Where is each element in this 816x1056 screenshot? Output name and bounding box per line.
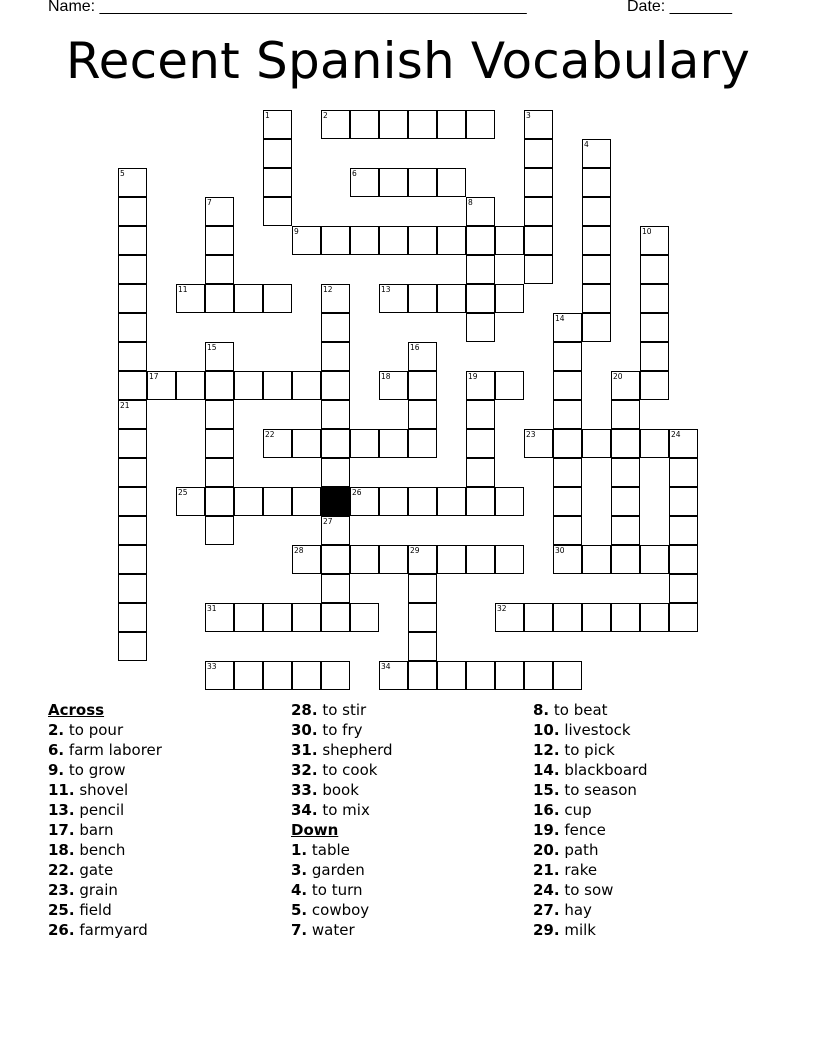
date-line: _______ (669, 0, 732, 15)
grid-cell (437, 487, 466, 516)
clue-item-number: 13. (48, 801, 75, 819)
clue-item-number: 2. (48, 721, 65, 739)
grid-cell (437, 168, 466, 197)
grid-cell (408, 429, 437, 458)
clue-item (533, 900, 647, 920)
clue-number: 30 (555, 546, 565, 555)
clue-item (291, 800, 393, 820)
grid-cell (437, 284, 466, 313)
clue-item-number: 3. (291, 861, 308, 879)
clues-column-2 (291, 700, 393, 940)
grid-cell (408, 226, 437, 255)
grid-cell (263, 197, 292, 226)
clue-item (533, 820, 647, 840)
grid-cell (437, 226, 466, 255)
grid-cell (524, 139, 553, 168)
clue-item-number: 18. (48, 841, 75, 859)
grid-cell (321, 574, 350, 603)
clue-item-number: 31. (291, 741, 318, 759)
grid-cell (466, 429, 495, 458)
grid-cell (582, 197, 611, 226)
grid-cell (553, 458, 582, 487)
clue-item-text: book (317, 781, 359, 799)
clue-item-number: 29. (533, 921, 560, 939)
clue-item-number: 30. (291, 721, 318, 739)
grid-cell (321, 545, 350, 574)
clue-item-text: livestock (559, 721, 631, 739)
grid-cell (495, 487, 524, 516)
clue-item-number: 16. (533, 801, 560, 819)
grid-cell (263, 371, 292, 400)
clue-number: 3 (526, 111, 531, 120)
clue-item-text: shovel (74, 781, 129, 799)
clue-number: 13 (381, 285, 391, 294)
clue-item-text: to mix (317, 801, 370, 819)
grid-cell (582, 313, 611, 342)
clue-number: 34 (381, 662, 391, 671)
grid-cell (640, 342, 669, 371)
clue-item (291, 720, 393, 740)
clue-item-text: cowboy (307, 901, 370, 919)
grid-cell (263, 168, 292, 197)
clue-item (533, 700, 647, 720)
grid-cell (263, 139, 292, 168)
clue-item (533, 760, 647, 780)
grid-cell (640, 284, 669, 313)
grid-cell (466, 545, 495, 574)
grid-cell (321, 400, 350, 429)
clue-number: 9 (294, 227, 299, 236)
clue-number: 25 (178, 488, 188, 497)
grid-cell (437, 110, 466, 139)
grid-cell (408, 661, 437, 690)
clue-item (291, 780, 393, 800)
clue-item-number: 24. (533, 881, 560, 899)
clue-item (533, 860, 647, 880)
clue-item (533, 740, 647, 760)
clue-item (533, 720, 647, 740)
grid-cell (495, 661, 524, 690)
grid-cell (350, 110, 379, 139)
grid-cell (292, 371, 321, 400)
grid-cell (553, 371, 582, 400)
grid-cell (205, 516, 234, 545)
grid-cell (669, 458, 698, 487)
grid-cell (582, 545, 611, 574)
clue-number: 31 (207, 604, 217, 613)
grid-cell (408, 371, 437, 400)
clue-item-text: gate (74, 861, 114, 879)
clue-item-number: 25. (48, 901, 75, 919)
grid-cell (321, 603, 350, 632)
clue-item (533, 780, 647, 800)
clue-number: 20 (613, 372, 623, 381)
clue-item-number: 10. (533, 721, 560, 739)
grid-cell (611, 545, 640, 574)
clue-item-text: to fry (317, 721, 363, 739)
grid-cell (118, 429, 147, 458)
grid-cell (205, 255, 234, 284)
clue-item-text: to turn (307, 881, 363, 899)
clue-item-number: 32. (291, 761, 318, 779)
clue-item-text: fence (559, 821, 606, 839)
grid-cell (437, 661, 466, 690)
clue-item-text: path (559, 841, 599, 859)
grid-cell (234, 661, 263, 690)
clue-item-text: to cook (317, 761, 378, 779)
clue-item-text: milk (559, 921, 596, 939)
clue-item-number: 6. (48, 741, 65, 759)
clue-item-number: 22. (48, 861, 75, 879)
grid-cell (321, 661, 350, 690)
grid-cell (205, 284, 234, 313)
clue-number: 6 (352, 169, 357, 178)
clue-item-number: 14. (533, 761, 560, 779)
grid-cell (553, 429, 582, 458)
clue-item-text: to pour (64, 721, 124, 739)
grid-cell (234, 603, 263, 632)
grid-cell (234, 371, 263, 400)
grid-cell-black (321, 488, 350, 517)
grid-cell (669, 487, 698, 516)
grid-cell (495, 226, 524, 255)
grid-cell (466, 661, 495, 690)
page-title: Recent Spanish Vocabulary (65, 32, 751, 90)
clue-item-number: 33. (291, 781, 318, 799)
grid-cell (379, 110, 408, 139)
clue-item-number: 28. (291, 701, 318, 719)
grid-cell (553, 487, 582, 516)
grid-cell (437, 545, 466, 574)
grid-cell (205, 226, 234, 255)
clue-number: 4 (584, 140, 589, 149)
grid-cell (321, 371, 350, 400)
grid-cell (466, 255, 495, 284)
grid-cell (553, 661, 582, 690)
clue-item-text: to grow (64, 761, 126, 779)
grid-cell (408, 574, 437, 603)
clue-item (533, 920, 647, 940)
grid-cell (524, 168, 553, 197)
clue-number: 15 (207, 343, 217, 352)
grid-cell (379, 545, 408, 574)
clue-item-text: pencil (74, 801, 125, 819)
clue-number: 16 (410, 343, 420, 352)
clue-item (48, 840, 162, 860)
clue-item-number: 8. (533, 701, 550, 719)
grid-cell (321, 458, 350, 487)
clue-item-text: to season (559, 781, 637, 799)
clue-item (48, 900, 162, 920)
clue-number: 2 (323, 111, 328, 120)
grid-cell (408, 400, 437, 429)
clue-item-text: shepherd (317, 741, 393, 759)
clue-item-number: 11. (48, 781, 75, 799)
clue-number: 32 (497, 604, 507, 613)
grid-cell (321, 226, 350, 255)
grid-cell (640, 429, 669, 458)
grid-cell (350, 226, 379, 255)
clue-item (291, 920, 393, 940)
clue-number: 12 (323, 285, 333, 294)
clue-item (533, 840, 647, 860)
grid-cell (640, 545, 669, 574)
grid-cell (176, 371, 205, 400)
clue-item (48, 920, 162, 940)
grid-cell (669, 603, 698, 632)
grid-cell (466, 226, 495, 255)
grid-cell (408, 284, 437, 313)
clue-number: 5 (120, 169, 125, 178)
clues-column-3 (533, 700, 647, 940)
section-heading: Down (291, 821, 339, 839)
grid-cell (553, 516, 582, 545)
clue-item-text: grain (74, 881, 118, 899)
clue-item (48, 760, 162, 780)
clue-item-number: 17. (48, 821, 75, 839)
clue-item-number: 1. (291, 841, 308, 859)
grid-cell (611, 603, 640, 632)
clue-item-text: to beat (549, 701, 608, 719)
clue-item (533, 800, 647, 820)
clue-item-text: bench (74, 841, 126, 859)
clue-item-text: garden (307, 861, 365, 879)
clue-item (48, 780, 162, 800)
grid-cell (379, 168, 408, 197)
grid-cell (118, 342, 147, 371)
clue-item (291, 880, 393, 900)
grid-cell (582, 603, 611, 632)
grid-cell (611, 458, 640, 487)
grid-cell (263, 661, 292, 690)
name-label: Name: (48, 0, 96, 15)
clue-number: 28 (294, 546, 304, 555)
grid-cell (321, 429, 350, 458)
clue-item (48, 800, 162, 820)
clue-item-text: to pick (559, 741, 615, 759)
grid-cell (292, 429, 321, 458)
clue-item-number: 9. (48, 761, 65, 779)
clue-number: 29 (410, 546, 420, 555)
grid-cell (466, 110, 495, 139)
clue-number: 27 (323, 517, 333, 526)
clue-item (48, 880, 162, 900)
clue-item (291, 840, 393, 860)
grid-cell (118, 197, 147, 226)
clue-item-number: 19. (533, 821, 560, 839)
clue-item (533, 880, 647, 900)
grid-cell (205, 400, 234, 429)
grid-cell (553, 400, 582, 429)
grid-cell (524, 255, 553, 284)
clue-item-text: farmyard (74, 921, 148, 939)
clue-number: 19 (468, 372, 478, 381)
grid-cell (640, 371, 669, 400)
grid-cell (495, 284, 524, 313)
clue-item-text: to stir (317, 701, 367, 719)
grid-cell (118, 603, 147, 632)
clue-item (48, 740, 162, 760)
clue-item-number: 4. (291, 881, 308, 899)
clue-item-text: to sow (559, 881, 614, 899)
grid-cell (350, 429, 379, 458)
section-heading: Across (48, 701, 105, 719)
clue-item (48, 720, 162, 740)
clue-item-number: 7. (291, 921, 308, 939)
grid-cell (118, 516, 147, 545)
clue-item (291, 900, 393, 920)
grid-cell (350, 603, 379, 632)
grid-cell (234, 487, 263, 516)
clue-number: 18 (381, 372, 391, 381)
clue-number: 14 (555, 314, 565, 323)
clue-item-text: hay (559, 901, 592, 919)
clue-item-text: barn (74, 821, 114, 839)
clue-number: 21 (120, 401, 130, 410)
grid-cell (669, 574, 698, 603)
grid-cell (669, 516, 698, 545)
clue-number: 33 (207, 662, 217, 671)
clue-item-number: 20. (533, 841, 560, 859)
grid-cell (524, 197, 553, 226)
grid-cell (611, 516, 640, 545)
clue-number: 24 (671, 430, 681, 439)
clue-item-number: 26. (48, 921, 75, 939)
grid-cell (205, 458, 234, 487)
clue-item-text: water (307, 921, 355, 939)
grid-cell (582, 255, 611, 284)
grid-cell (118, 255, 147, 284)
grid-cell (611, 400, 640, 429)
grid-cell (669, 545, 698, 574)
grid-cell (321, 342, 350, 371)
grid-cell (205, 371, 234, 400)
grid-cell (582, 168, 611, 197)
grid-cell (408, 632, 437, 661)
grid-cell (118, 371, 147, 400)
grid-cell (524, 226, 553, 255)
grid-cell (524, 603, 553, 632)
clue-item (291, 760, 393, 780)
clue-number: 17 (149, 372, 159, 381)
grid-cell (582, 429, 611, 458)
grid-cell (466, 313, 495, 342)
clue-item-text: farm laborer (64, 741, 162, 759)
clue-item-text: table (307, 841, 350, 859)
grid-cell (118, 545, 147, 574)
clue-item (291, 700, 393, 720)
clue-number: 8 (468, 198, 473, 207)
clue-item-text: blackboard (559, 761, 648, 779)
clue-number: 11 (178, 285, 188, 294)
grid-cell (582, 226, 611, 255)
clue-number: 10 (642, 227, 652, 236)
grid-cell (263, 487, 292, 516)
clue-item-number: 21. (533, 861, 560, 879)
grid-cell (466, 400, 495, 429)
grid-cell (640, 603, 669, 632)
grid-cell (379, 226, 408, 255)
grid-cell (640, 313, 669, 342)
grid-cell (292, 661, 321, 690)
grid-cell (205, 487, 234, 516)
clue-number: 23 (526, 430, 536, 439)
grid-cell (118, 284, 147, 313)
grid-cell (611, 429, 640, 458)
grid-cell (118, 574, 147, 603)
grid-cell (408, 168, 437, 197)
grid-cell (582, 284, 611, 313)
grid-cell (640, 255, 669, 284)
grid-cell (466, 487, 495, 516)
clue-item (48, 860, 162, 880)
clue-number: 7 (207, 198, 212, 207)
name-line: ________________________________________________ (99, 0, 527, 15)
clue-item-number: 15. (533, 781, 560, 799)
grid-cell (524, 661, 553, 690)
clue-item-number: 27. (533, 901, 560, 919)
grid-cell (234, 284, 263, 313)
grid-cell (495, 371, 524, 400)
clues-column-1 (48, 700, 162, 940)
grid-cell (118, 458, 147, 487)
grid-cell (350, 545, 379, 574)
clue-item-number: 34. (291, 801, 318, 819)
grid-cell (321, 313, 350, 342)
name-field (48, 0, 527, 16)
grid-cell (118, 632, 147, 661)
clue-item-text: field (74, 901, 112, 919)
grid-cell (408, 487, 437, 516)
clue-number: 22 (265, 430, 275, 439)
grid-cell (263, 284, 292, 313)
grid-cell (408, 110, 437, 139)
grid-cell (466, 458, 495, 487)
clue-item (291, 860, 393, 880)
date-field (627, 0, 732, 16)
grid-cell (379, 429, 408, 458)
clue-item (48, 820, 162, 840)
grid-cell (611, 487, 640, 516)
grid-cell (205, 429, 234, 458)
clue-item-number: 12. (533, 741, 560, 759)
grid-cell (118, 313, 147, 342)
clue-number: 1 (265, 111, 270, 120)
grid-cell (292, 487, 321, 516)
grid-cell (263, 603, 292, 632)
clue-item-number: 23. (48, 881, 75, 899)
grid-cell (292, 603, 321, 632)
grid-cell (408, 603, 437, 632)
clue-item-number: 5. (291, 901, 308, 919)
grid-cell (118, 226, 147, 255)
grid-cell (553, 603, 582, 632)
clue-item (291, 740, 393, 760)
grid-cell (495, 545, 524, 574)
clue-item-text: rake (559, 861, 598, 879)
grid-cell (118, 487, 147, 516)
grid-cell (379, 487, 408, 516)
clue-number: 26 (352, 488, 362, 497)
date-label: Date: (627, 0, 666, 15)
grid-cell (553, 342, 582, 371)
grid-cell (466, 284, 495, 313)
clue-item-text: cup (559, 801, 592, 819)
